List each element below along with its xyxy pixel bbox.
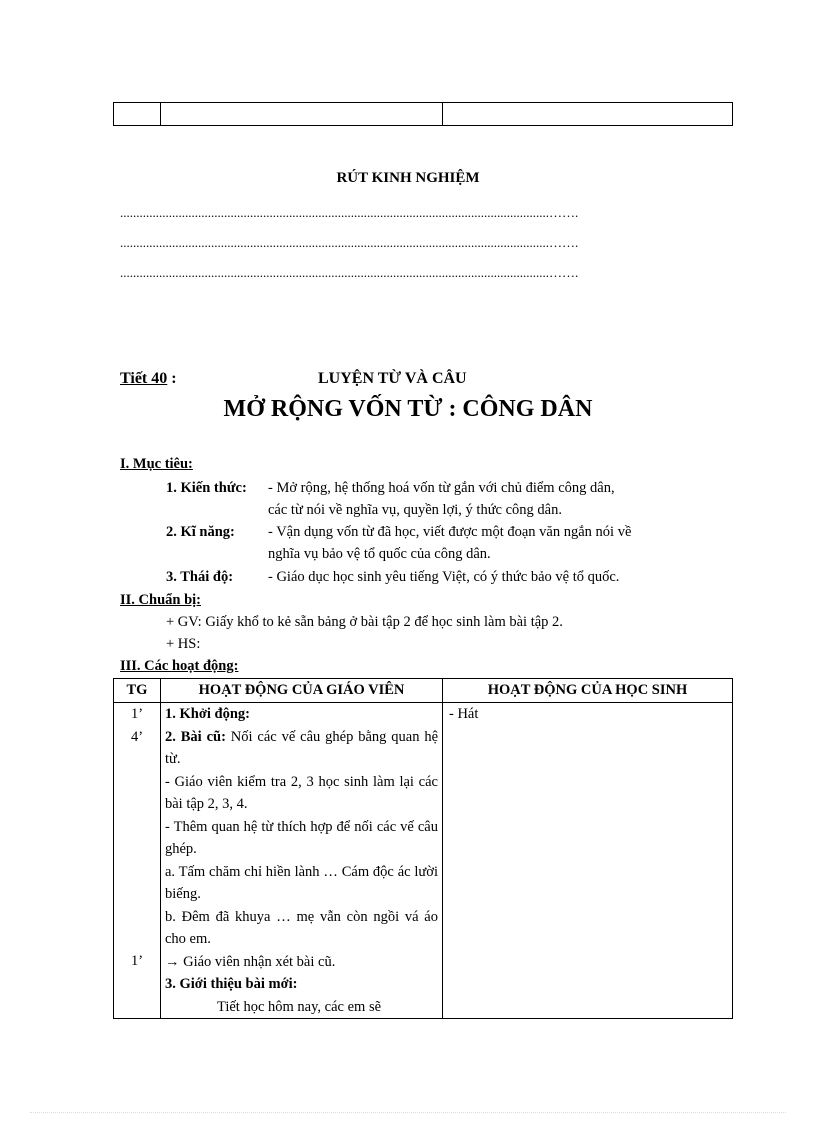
- step-text: - Thêm quan hệ từ thích hợp để nối các vế câu ghép.: [165, 818, 438, 857]
- step-text: [161, 951, 442, 974]
- review-heading: RÚT KINH NGHIỆM: [336, 170, 480, 186]
- step-text-body: Giáo viên nhận xét bài cũ.: [179, 953, 336, 970]
- preparation-heading: II. Chuẩn bị:: [120, 592, 201, 608]
- period-colon: :: [167, 370, 177, 387]
- step-heading: 2. Bài cũ:: [165, 728, 226, 745]
- column-header: HOẠT ĐỘNG CỦA HỌC SINH: [443, 679, 733, 703]
- student-activity: - Hát: [449, 706, 479, 722]
- time-value: 1’: [130, 953, 144, 969]
- step-heading: 3. Giới thiệu bài mới:: [165, 976, 298, 992]
- activities-heading: III. Các hoạt động:: [120, 658, 239, 674]
- dotted-line: ....................................................................................................................................…….: [120, 265, 579, 280]
- objective-label: 2. Kĩ năng:: [166, 524, 235, 540]
- teacher-activity-column: [161, 703, 443, 1019]
- previous-table-row: [113, 102, 733, 126]
- step-text: [161, 726, 442, 771]
- time-column: [114, 703, 161, 1019]
- time-value: 4’: [130, 728, 144, 745]
- objective-label: 1. Kiến thức:: [166, 480, 247, 496]
- objective-text: các từ nói về nghĩa vụ, quyền lợi, ý thức công dân.: [268, 502, 562, 518]
- dotted-line: ....................................................................................................................................…….: [120, 235, 579, 250]
- time-value: 1’: [130, 706, 144, 722]
- student-activity-column: [443, 703, 733, 1019]
- lesson-period: [120, 370, 177, 388]
- page-bottom-border: [30, 1112, 786, 1113]
- dotted-line: ....................................................................................................................................…….: [120, 205, 579, 220]
- step-text-body: Nối các vế câu ghép bằng quan hệ từ.: [165, 728, 439, 767]
- preparation-hs: + HS:: [166, 636, 201, 652]
- objective-text: - Giáo dục học sinh yêu tiếng Việt, có ý thức bảo vệ tổ quốc.: [268, 569, 620, 585]
- step-text: a. Tấm chăm chỉ hiền lành … Cám độc ác lười biếng.: [165, 863, 438, 902]
- period-label: Tiết 40: [120, 370, 168, 387]
- preparation-gv: + GV: Giấy khổ to kẻ sẵn bảng ở bài tập 2 để học sinh làm bài tập 2.: [166, 614, 563, 630]
- table-row: [114, 703, 733, 1019]
- step-heading: 1. Khởi động:: [165, 706, 250, 722]
- step-text: Tiết học hôm nay, các em sẽ: [217, 998, 382, 1015]
- objective-label: 3. Thái độ:: [166, 569, 234, 585]
- objectives-heading: I. Mục tiêu:: [120, 456, 193, 472]
- table-header-row: [114, 679, 733, 703]
- objective-text: - Vận dụng vốn từ đã học, viết được một đoạn văn ngắn nói về: [268, 524, 632, 540]
- activities-table: [113, 678, 733, 1019]
- step-text: - Giáo viên kiểm tra 2, 3 học sinh làm lại các bài tập 2, 3, 4.: [165, 773, 438, 812]
- table-cell: [161, 103, 443, 126]
- arrow-icon: →: [165, 953, 180, 970]
- column-header: TG: [114, 679, 161, 703]
- objective-text: nghĩa vụ bảo vệ tổ quốc của công dân.: [268, 546, 491, 562]
- step-text: b. Đêm đã khuya … mẹ vẫn còn ngồi vá áo cho em.: [165, 908, 438, 947]
- table-cell: [114, 103, 161, 126]
- column-header: HOẠT ĐỘNG CỦA GIÁO VIÊN: [161, 679, 443, 703]
- lesson-subject: LUYỆN TỪ VÀ CÂU: [318, 370, 467, 387]
- objective-text: - Mở rộng, hệ thống hoá vốn từ gắn với chủ điểm công dân,: [268, 480, 615, 496]
- table-cell: [443, 103, 733, 126]
- lesson-title: MỞ RỘNG VỐN TỪ : CÔNG DÂN: [223, 396, 593, 422]
